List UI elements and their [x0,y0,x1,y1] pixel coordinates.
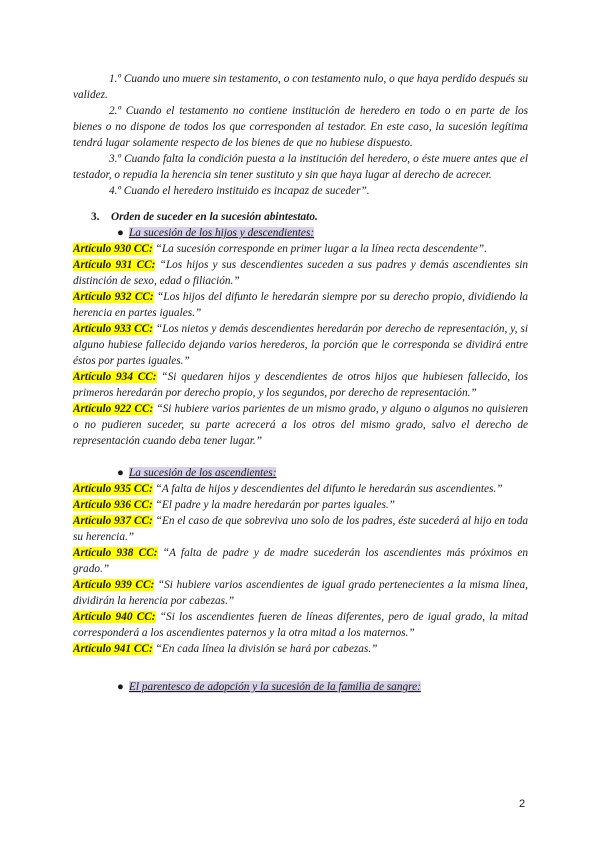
bullet-label: La sucesión de los hijos y descendientes: [129,227,315,239]
bullet-icon: ● [117,681,124,693]
article-938 [73,545,528,577]
article-text: “Si hubiere varios parientes de un mismo grado, y alguno o algunos no quisieren o no pudieren suceder, su parte acrecerá a los otros del mismo grado, salvo el derecho de representación cuando deba tener lugar.” [73,403,529,447]
article-text: “Si quedaren hijos y descendientes de otros hijos que hubiesen fallecido, los primeros heredarán por derecho propio, y los segundos, por derecho de representación.” [73,371,528,399]
spacer [73,449,528,465]
intro-item-2: 2.º Cuando el testamento no contiene institución de heredero en todo o en parte de los bienes o no dispone de todos los que corresponden al testador. En este caso, la sucesión legítima tendrá lugar solamente respecto de los bienes de que no hubiese dispuesto. [73,105,528,149]
bullet-icon: ● [117,227,124,239]
spacer [73,657,528,679]
article-931 [73,257,528,289]
article-text: “Si los ascendientes fueren de líneas diferentes, pero de igual grado, la mitad corresponderá a los ascendientes paternos y la otra mitad a los maternos.” [73,611,528,639]
article-ref: Artículo 938 CC: [73,547,158,559]
page-content [73,71,528,695]
article-text: “A falta de padre y de madre sucederán los ascendientes más próximos en grado.” [73,547,528,575]
article-text: “Si hubiere varios ascendientes de igual grado pertenecientes a la misma línea, dividirán la herencia por cabezas.” [73,579,528,607]
article-ref: Artículo 934 CC: [73,371,157,383]
article-939 [73,577,528,609]
article-text: “Los nietos y demás descendientes heredarán por derecho de representación, y, si alguno hubiese fallecido dejando varios herederos, la porción que le corresponda se dividirá entre éstos por partes iguales.” [73,323,528,367]
article-ref: Artículo 937 CC: [73,515,153,527]
section-heading [73,209,528,225]
article-ref: Artículo 932 CC: [73,291,154,303]
article-930 [73,241,528,257]
article-text: “A falta de hijos y descendientes del difunto le heredarán sus ascendientes.” [152,483,503,495]
article-text: “Los hijos y sus descendientes suceden a sus padres y demás ascendientes sin distinción de sexo, edad o filiación.” [73,259,529,287]
bullet-label: El parentesco de adopción y la sucesión de la familia de sangre: [129,681,421,693]
article-ref: Artículo 936 CC: [73,499,153,511]
article-935 [73,481,528,497]
bullet-ascendientes [73,465,528,481]
intro-item-4: 4.º Cuando el heredero instituido es incapaz de suceder”. [109,185,370,197]
intro-item-3: 3.º Cuando falta la condición puesta a la institución del heredero, o éste muere antes que el testador, o repudia la herencia sin tener sustituto y sin que haya lugar al derecho de acrecer. [73,153,528,181]
bullet-icon: ● [117,467,124,479]
article-ref: Artículo 935 CC: [73,483,153,495]
section-title: Orden de suceder en la sucesión abintestato. [111,211,318,223]
article-936 [73,497,528,513]
article-ref: Artículo 931 CC: [73,259,156,271]
article-ref: Artículo 940 CC: [73,611,156,623]
article-text: “Los hijos del difunto le heredarán siempre por su derecho propio, dividiendo la herencia en partes iguales.” [73,291,528,319]
intro-item-1: 1.º Cuando uno muere sin testamento, o con testamento nulo, o que haya perdido después su validez. [73,73,528,101]
article-933 [73,321,528,369]
bullet-adopcion [73,679,528,695]
section-number: 3. [91,211,100,223]
page-number: 2 [519,798,526,810]
article-932 [73,289,528,321]
article-937 [73,513,528,545]
article-text: “El padre y la madre heredarán por partes iguales.” [152,499,395,511]
article-941 [73,641,528,657]
article-934 [73,369,528,401]
article-ref: Artículo 939 CC: [73,579,155,591]
article-text: “En cada línea la división se hará por cabezas.” [152,643,378,655]
article-text: “En el caso de que sobreviva uno solo de los padres, éste sucederá al hijo en toda su herencia.” [73,515,528,543]
article-ref: Artículo 922 CC: [73,403,154,415]
article-ref: Artículo 933 CC: [73,323,153,335]
article-922 [73,401,528,449]
article-940 [73,609,528,641]
article-ref: Artículo 930 CC: [73,243,153,255]
bullet-label: La sucesión de los ascendientes: [129,467,277,479]
article-ref: Artículo 941 CC: [73,643,153,655]
article-text: “La sucesión corresponde en primer lugar a la línea recta descendente”. [152,243,487,255]
bullet-descendientes [73,225,528,241]
